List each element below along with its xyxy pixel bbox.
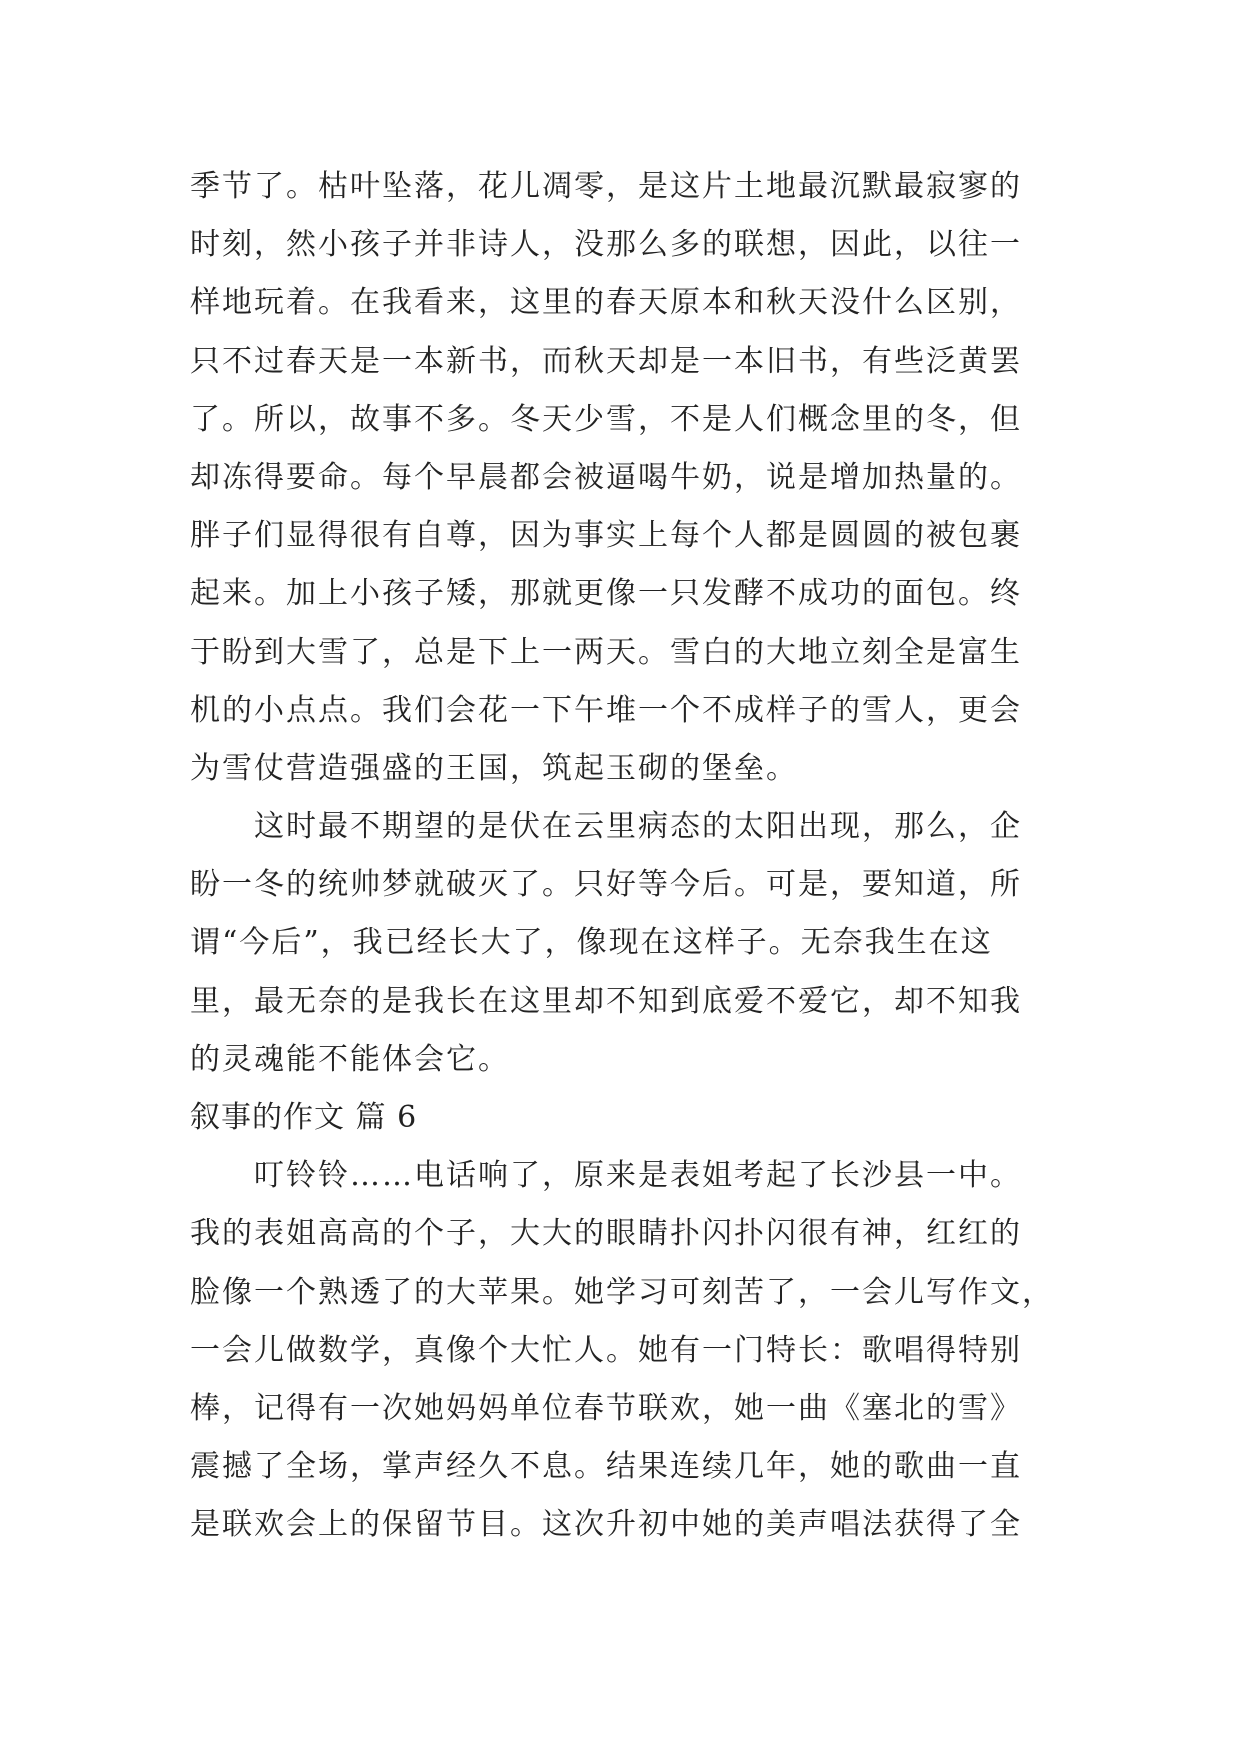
text-line: 样地玩着。在我看来，这里的春天原本和秋天没什么区别， (190, 285, 1022, 321)
text-line: 机的小点点。我们会花一下午堆一个不成样子的雪人，更会 (190, 692, 1022, 728)
text-line: 谓“今后”，我已经长大了，像现在这样子。无奈我生在这 (190, 925, 993, 961)
paragraph-start-line: 这时最不期望的是伏在云里病态的太阳出现，那么，企 (254, 809, 1022, 845)
text-line: 棒，记得有一次她妈妈单位春节联欢，她一曲《塞北的雪》 (190, 1390, 1022, 1426)
text-line: 震撼了全场，掌声经久不息。结果连续几年，她的歌曲一直 (190, 1449, 1022, 1485)
text-line: 我的表姐高高的个子，大大的眼睛扑闪扑闪很有神，红红的 (190, 1216, 1022, 1252)
text-line: 时刻，然小孩子并非诗人，没那么多的联想，因此，以往一 (190, 227, 1022, 263)
text-line: 里，最无奈的是我长在这里却不知到底爱不爱它，却不知我 (190, 983, 1022, 1019)
text-line: 于盼到大雪了，总是下上一两天。雪白的大地立刻全是富生 (190, 634, 1022, 670)
essay-text (190, 158, 1070, 1555)
text-line: 为雪仗营造强盛的王国，筑起玉砌的堡垒。 (190, 750, 798, 786)
text-line: 的灵魂能不能体会它。 (190, 1041, 510, 1077)
text-line: 胖子们显得很有自尊，因为事实上每个人都是圆圆的被包裹 (190, 518, 1022, 554)
paragraph-start-line: 叮铃铃……电话响了，原来是表姐考起了长沙县一中。 (254, 1158, 1022, 1194)
text-line: 是联欢会上的保留节目。这次升初中她的美声唱法获得了全 (190, 1507, 1022, 1543)
text-line: 一会儿做数学，真像个大忙人。她有一门特长：歌唱得特别 (190, 1332, 1022, 1368)
text-line: 起来。加上小孩子矮，那就更像一只发酵不成功的面包。终 (190, 576, 1022, 612)
text-line: 盼一冬的统帅梦就破灭了。只好等今后。可是，要知道，所 (190, 867, 1022, 903)
text-line: 了。所以，故事不多。冬天少雪，不是人们概念里的冬，但 (190, 401, 1022, 437)
text-line: 季节了。枯叶坠落，花儿凋零，是这片土地最沉默最寂寥的 (190, 169, 1022, 204)
section-heading: 叙事的作文 篇 6 (190, 1100, 418, 1135)
text-line: 却冻得要命。每个早晨都会被逼喝牛奶，说是增加热量的。 (190, 459, 1022, 495)
text-line: 脸像一个熟透了的大苹果。她学习可刻苦了，一会儿写作文， (190, 1274, 1054, 1310)
text-line: 只不过春天是一本新书，而秋天却是一本旧书，有些泛黄罢 (190, 343, 1022, 379)
